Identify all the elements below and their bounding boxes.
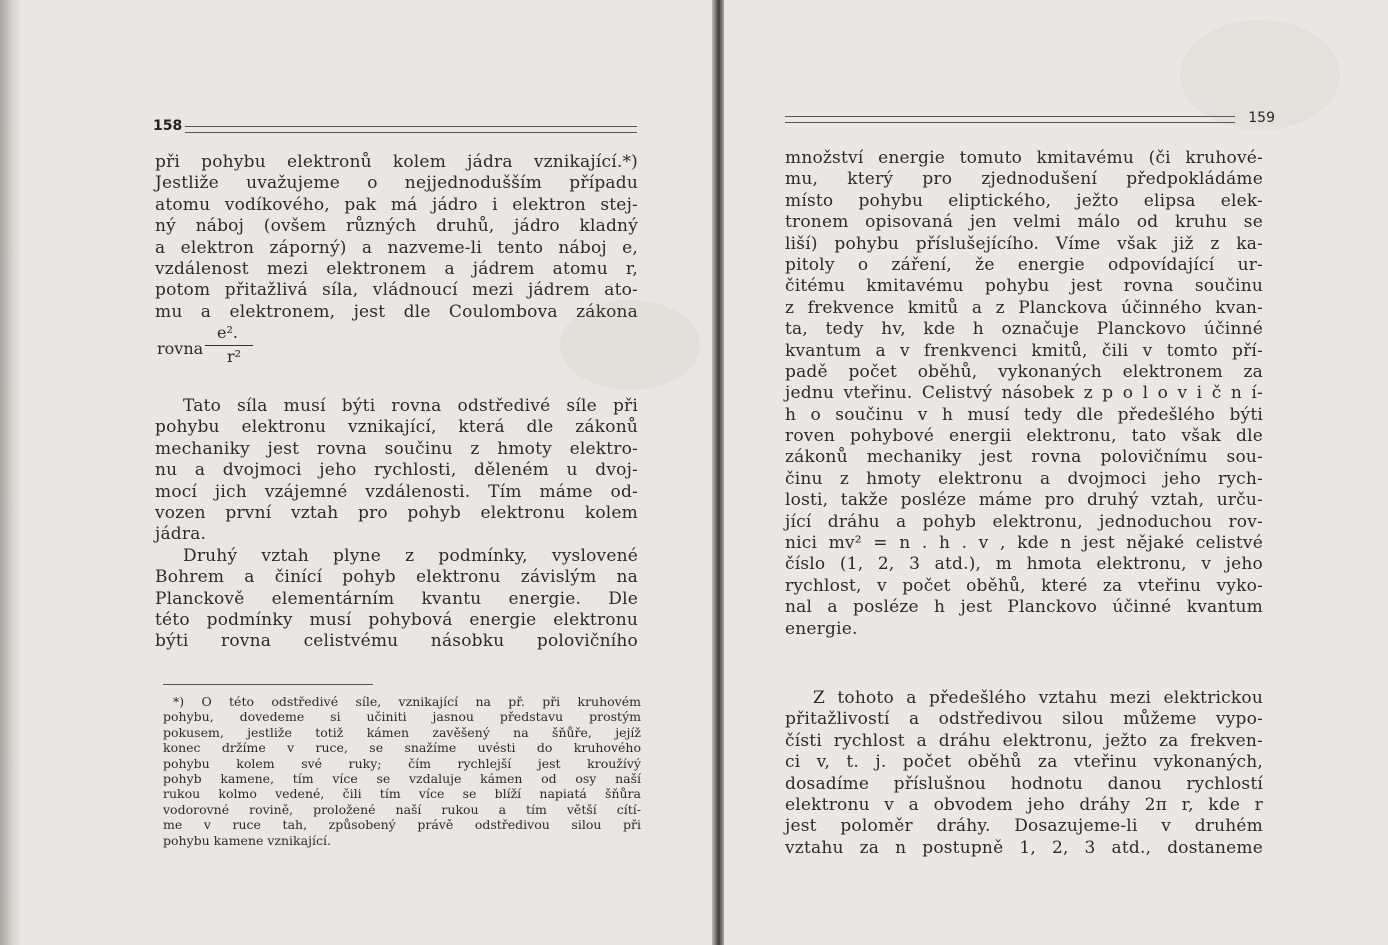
- footnote-line: pohybu kamene vznikající.: [163, 832, 331, 848]
- text-line: h o součinu v h musí tedy dle předešlého býti: [785, 404, 1263, 425]
- footnote-line: pohybu kolem své ruky; čím rychlejší jest kroužívý: [163, 755, 641, 771]
- footnote-line: vodorovné rovině, proložené naší rukou a tím větší cítí-: [163, 801, 641, 817]
- text-line: roven pohybové energii elektronu, tato však dle: [785, 426, 1263, 447]
- footnote-line: pohyb kamene, tím více se vzdaluje kámen od osy naší: [163, 770, 641, 786]
- text-line: tronem opisovaná jen velmi málo od kruhu se: [785, 212, 1263, 233]
- coulomb-formula: [155, 323, 638, 371]
- text-line: potom přitažlivá síla, vládnoucí mezi jádrem ato-: [155, 280, 638, 301]
- text-line: padě počet oběhů, vykonaných elektronem za: [785, 361, 1263, 382]
- formula-denominator: r²: [227, 347, 242, 367]
- text-line: Planckově elementárním kvantu energie. Dle: [155, 588, 638, 609]
- text-line: a elektron záporný) a nazveme-li tento náboj e,: [155, 237, 638, 258]
- text-line: Bohrem a činící pohyb elektronu závislým na: [155, 567, 638, 588]
- text-line: množství energie tomuto kmitavému (či kruhové-: [785, 148, 1263, 168]
- right-page-header: [785, 110, 1275, 130]
- footnote-rule: [163, 684, 373, 685]
- text-line: nal a posléze h jest Planckovo účinné kvantum: [785, 597, 1263, 618]
- page-edge-shadow: [0, 0, 22, 945]
- text-line: Druhý vztah plyne z podmínky, vyslovené: [183, 545, 638, 566]
- text-line: jest poloměr dráhy. Dosazujeme-li v druhém: [785, 816, 1263, 837]
- text-line: jící dráhu a pohyb elektronu, jednoduchou rov-: [785, 511, 1263, 532]
- text-line: činu z hmoty elektronu a dvojmoci jeho rych-: [785, 468, 1263, 489]
- footnote-line: konec držíme v ruce, se snažíme uvésti do kruhového: [163, 740, 641, 756]
- footnote: [163, 694, 641, 848]
- text-line: nici mv² = n . h . v , kde n jest nějaké celistvé: [785, 533, 1263, 554]
- text-line: Tato síla musí býti rovna odstředivé síle při: [183, 396, 638, 416]
- right-body-top: [785, 148, 1263, 640]
- text-line: vztahu za n postupně 1, 2, 3 atd., dostaneme: [785, 837, 1263, 858]
- footnote-line: me v ruce tah, způsobený právě odstředivou silou při: [163, 817, 641, 833]
- text-line: mocí jich vzájemné vzdálenosti. Tím máme od-: [155, 481, 638, 502]
- page-number-left: 158: [153, 118, 183, 134]
- header-rule-right: [785, 116, 1235, 123]
- text-line: atomu vodíkového, pak má jádro i elektron stej-: [155, 194, 638, 215]
- text-line: z frekvence kmitů a z Planckova účinného kvan-: [785, 297, 1263, 318]
- text-line: pitoly o záření, že energie odpovídající ur-: [785, 254, 1263, 275]
- left-body-bottom: [155, 396, 638, 653]
- header-rule-left: [185, 126, 637, 133]
- text-line: vozen první vztah pro pohyb elektronu kolem: [155, 502, 638, 523]
- text-line: dosadíme příslušnou hodnotu danou rychlostí: [785, 773, 1263, 794]
- text-line: mechaniky jest rovna součinu z hmoty elektro-: [155, 438, 638, 459]
- book-gutter: [712, 0, 724, 945]
- text-line: čitému kmitavému pohybu jest rovna součinu: [785, 276, 1263, 297]
- text-line: mu a elektronem, jest dle Coulombova zákona: [155, 301, 638, 322]
- text-line: ný náboj (ovšem různých druhů, jádro kladný: [155, 216, 638, 237]
- fraction-bar: [205, 345, 253, 346]
- footnote-line: rukou kolmo vedené, čili tím více se blíží napiatá šňůra: [163, 786, 641, 802]
- text-line: ta, tedy hv, kde h označuje Planckovo účinné: [785, 319, 1263, 340]
- text-line: energie.: [785, 618, 858, 639]
- left-body-top: [155, 152, 638, 371]
- text-line: kvantum a v frenkvenci kmitů, čili v tomto pří-: [785, 340, 1263, 361]
- text-line: při pohybu elektronů kolem jádra vznikající.*): [155, 152, 638, 172]
- text-line: Z tohoto a předešlého vztahu mezi elektrickou: [813, 688, 1263, 708]
- text-line: jednu vteřinu. Celistvý násobek z p o l o v i č n í-: [785, 383, 1263, 404]
- text-line: býti rovna celistvému násobku polovičního: [155, 631, 638, 652]
- text-line: rychlost, v počet oběhů, které za vteřinu vyko-: [785, 575, 1263, 596]
- footnote-line: *) O této odstředivé síle, vznikající na př. při kruhovém: [173, 694, 641, 709]
- text-line: pohybu elektronu vznikající, která dle zákonů: [155, 417, 638, 438]
- text-line: přitažlivostí a odstředivou silou můžeme vypo-: [785, 709, 1263, 730]
- text-line: nu a dvojmoci jeho rychlosti, děleném u dvoj-: [155, 460, 638, 481]
- text-line: místo pohybu eliptického, ježto elipsa elek-: [785, 190, 1263, 211]
- text-line: mu, který pro zjednodušení předpokládáme: [785, 169, 1263, 190]
- footnote-line: pohybu, dovedeme si učiniti jasnou představu prostým: [163, 709, 641, 725]
- text-line: Jestliže uvažujeme o nejjednodušším případu: [155, 173, 638, 194]
- formula-numerator: e².: [217, 323, 238, 343]
- text-line: zákonů mechaniky jest rovna polovičnímu sou-: [785, 447, 1263, 468]
- text-line: ci v, t. j. počet oběhů za vteřinu vykonaných,: [785, 752, 1263, 773]
- text-line: čísti rychlost a dráhu elektronu, ježto za frekven-: [785, 730, 1263, 751]
- right-body-bottom: [785, 688, 1263, 859]
- text-line: této podmínky musí pohybová energie elektronu: [155, 609, 638, 630]
- text-line: liší) pohybu příslušejícího. Víme však již z ka-: [785, 233, 1263, 254]
- text-line: vzdálenost mezi elektronem a jádrem atomu r,: [155, 258, 638, 279]
- text-line: číslo (1, 2, 3 atd.), m hmota elektronu, v jeho: [785, 554, 1263, 575]
- text-line: jádra.: [155, 524, 207, 545]
- left-page-header: [153, 118, 638, 138]
- page-number-right: 159: [1248, 110, 1275, 126]
- text-line: elektronu v a obvodem jeho dráhy 2π r, kde r: [785, 794, 1263, 815]
- formula-word: rovna: [157, 339, 204, 359]
- footnote-line: pokusem, jestliže totiž kámen zavěšený na šňůře, jejíž: [163, 724, 641, 740]
- text-line: losti, takže posléze máme pro druhý vztah, urču-: [785, 490, 1263, 511]
